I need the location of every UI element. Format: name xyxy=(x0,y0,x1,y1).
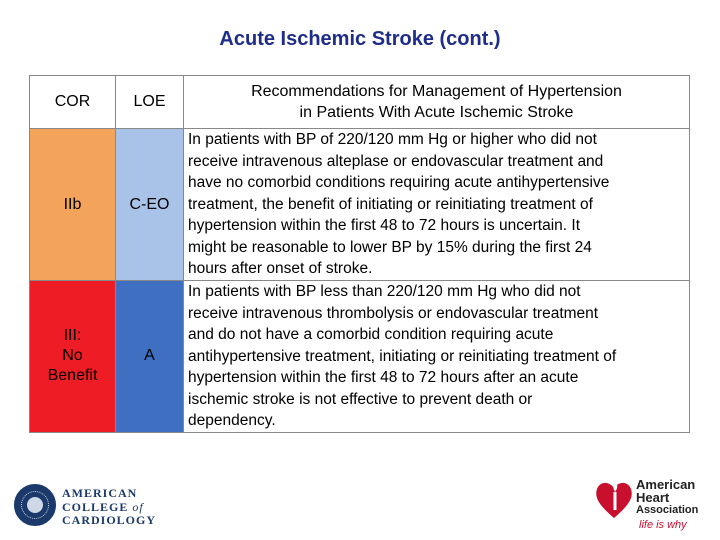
recommendation-line: hours after onset of stroke. xyxy=(188,260,373,277)
acc-wordmark xyxy=(62,487,156,528)
aha-logo xyxy=(594,476,714,536)
acc-seal-icon xyxy=(14,484,56,526)
acc-line xyxy=(62,501,156,515)
aha-line: Heart xyxy=(636,490,670,505)
aha-tagline: life is why xyxy=(639,519,687,531)
recommendation-line: In patients with BP less than 220/120 mm Hg who did not xyxy=(188,283,581,300)
acc-line: AMERICAN xyxy=(62,486,138,500)
cor-cell-iii-no-benefit xyxy=(30,281,116,433)
aha-line: American xyxy=(636,477,696,492)
loe-cell-a: A xyxy=(116,281,184,433)
recommendation-line: In patients with BP of 220/120 mm Hg or higher who did not xyxy=(188,131,597,148)
heart-torch-icon xyxy=(594,476,634,520)
slide-title: Acute Ischemic Stroke (cont.) xyxy=(219,28,501,50)
recommendation-line: dependency. xyxy=(188,412,276,429)
recommendation-text xyxy=(184,281,690,433)
aha-line: Association xyxy=(636,504,699,516)
cor-line: Benefit xyxy=(47,367,98,385)
table-header-row xyxy=(30,76,690,129)
cor-header: COR xyxy=(30,76,116,129)
cor-cell-iib: IIb xyxy=(30,129,116,281)
cor-line: III: xyxy=(63,327,82,345)
cor-line: No xyxy=(62,347,83,365)
loe-header: LOE xyxy=(116,76,184,129)
recommendation-header-line1: Recommendations for Management of Hypertension xyxy=(251,83,622,100)
recommendation-text xyxy=(184,129,690,281)
recommendation-line: hypertension within the first 48 to 72 hours is uncertain. It xyxy=(188,217,581,234)
acc-of: of xyxy=(132,499,144,514)
recommendation-header xyxy=(184,76,690,129)
recommendation-header-line2: in Patients With Acute Ischemic Stroke xyxy=(299,104,574,121)
acc-line: CARDIOLOGY xyxy=(62,513,157,527)
table-row xyxy=(30,281,690,433)
recommendation-line: antihypertensive treatment, initiating or reinitiating treatment of xyxy=(188,347,617,365)
recommendation-line: and do not have a comorbid condition requiring acute xyxy=(188,326,554,343)
loe-cell-c-eo: C-EO xyxy=(116,129,184,281)
recommendation-line: treatment, the benefit of initiating or reinitiating treatment of xyxy=(188,195,593,213)
recommendation-line: ischemic stroke is not effective to prevent death or xyxy=(188,390,533,408)
recommendation-line: hypertension within the first 48 to 72 hours after an acute xyxy=(188,369,579,386)
acc-college: COLLEGE xyxy=(62,499,133,514)
recommendation-line: might be reasonable to lower BP by 15% during the first 24 xyxy=(188,238,592,256)
recommendation-line: receive intravenous thrombolysis or endovascular treatment xyxy=(188,304,599,322)
recommendation-table xyxy=(29,75,690,433)
aha-wordmark xyxy=(636,478,698,516)
table-row xyxy=(30,129,690,281)
recommendation-line: have no comorbid conditions requiring acute antihypertensive xyxy=(188,174,610,191)
recommendation-line: receive intravenous alteplase or endovascular treatment and xyxy=(188,152,604,170)
acc-logo xyxy=(14,484,164,530)
